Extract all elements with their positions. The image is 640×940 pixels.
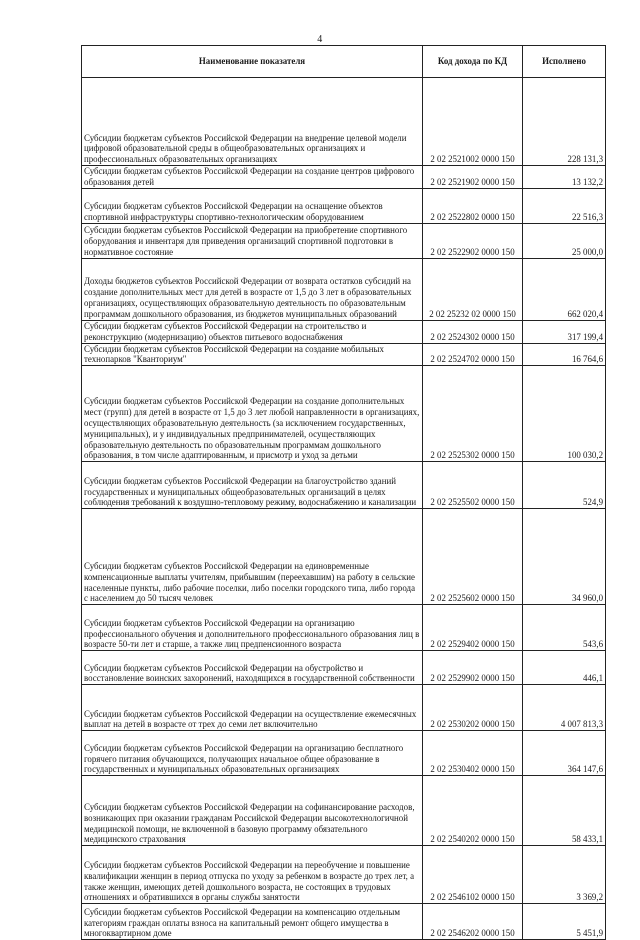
row-code: 2 02 2546202 0000 150 [423,904,523,940]
row-name: Субсидии бюджетам субъектов Российской Федерации на приобретение спортивного оборудования и инвентаря для приведения организаций спортивной подготовки в нормативное состояние [82,223,423,258]
row-code: 2 02 25232 02 0000 150 [423,258,523,320]
header-name: Наименование показателя [82,46,423,78]
row-value: 22 516,3 [523,188,606,223]
row-value: 543,6 [523,605,606,651]
row-value: 228 131,3 [523,78,606,166]
row-name: Субсидии бюджетам субъектов Российской Федерации на осуществление ежемесячных выплат на детей в возрасте от трех до семи лет включительно [82,685,423,731]
row-code: 2 02 2521902 0000 150 [423,166,523,189]
table-row [82,846,606,904]
row-code: 2 02 2522802 0000 150 [423,188,523,223]
row-name: Субсидии бюджетам субъектов Российской Федерации на внедрение целевой модели цифровой образовательной среды в общеобразовательных организациях и профессиональных образовательных организациях [82,78,423,166]
row-value: 446,1 [523,651,606,685]
row-name: Субсидии бюджетам субъектов Российской Федерации на переобучение и повышение квалификации женщин в период отпуска по уходу за ребенком в возрасте до трех лет, а также женщин, имеющих детей дошкольного возраста, не состоящих в трудовых отношениях и обратившихся в органы службы занятости [82,846,423,904]
row-value: 16 764,6 [523,343,606,366]
row-name: Субсидии бюджетам субъектов Российской Федерации на создание мобильных технопарков "Кванториум" [82,343,423,366]
table-row [82,685,606,731]
table-row [82,776,606,846]
budget-table [81,45,606,940]
row-value: 317 199,4 [523,320,606,343]
row-value: 4 007 813,3 [523,685,606,731]
table-row [82,78,606,166]
row-code: 2 02 2530202 0000 150 [423,685,523,731]
row-code: 2 02 2529402 0000 150 [423,605,523,651]
table-row [82,320,606,343]
row-name: Субсидии бюджетам субъектов Российской Федерации на компенсацию отдельным категориям граждан оплаты взноса на капитальный ремонт общего имущества в многоквартирном доме [82,904,423,940]
row-value: 13 132,2 [523,166,606,189]
row-value: 100 030,2 [523,366,606,462]
table-row [82,166,606,189]
table-row [82,366,606,462]
row-code: 2 02 2522902 0000 150 [423,223,523,258]
row-code: 2 02 2546102 0000 150 [423,846,523,904]
row-name: Субсидии бюджетам субъектов Российской Федерации на благоустройство зданий государственных и муниципальных общеобразовательных организаций в целях соблюдения требований к воздушно-тепловому режиму, водоснабжению и канализации [82,462,423,509]
row-code: 2 02 2529902 0000 150 [423,651,523,685]
table-row [82,651,606,685]
table-row [82,904,606,940]
table-row [82,188,606,223]
table-row [82,343,606,366]
row-code: 2 02 2524702 0000 150 [423,343,523,366]
row-name: Субсидии бюджетам субъектов Российской Федерации на строительство и реконструкцию (модернизацию) объектов питьевого водоснабжения [82,320,423,343]
row-value: 364 147,6 [523,731,606,776]
table-row [82,605,606,651]
row-code: 2 02 2525602 0000 150 [423,509,523,605]
table-row [82,258,606,320]
row-name: Субсидии бюджетам субъектов Российской Федерации на единовременные компенсационные выплаты учителям, прибывшим (переехавшим) на работу в сельские населенные пункты, либо рабочие поселки, либо поселки городского типа, либо города с населением до 50 тысяч человек [82,509,423,605]
table-body [82,78,606,940]
row-code: 2 02 2524302 0000 150 [423,320,523,343]
row-code: 2 02 2525502 0000 150 [423,462,523,509]
row-name: Субсидии бюджетам субъектов Российской Федерации на создание дополнительных мест (групп) для детей в возрасте от 1,5 до 3 лет любой направленности в организациях, осуществляющих образовательную деятельность (за исключением государственных, муниципальных), и у индивидуальных предпринимателей, осуществляющих образовательную деятельность по образовательным программам дошкольного образования, в том числе адаптированным, и присмотр и уход за детьми [82,366,423,462]
page-number: 4 [317,34,323,45]
table-row [82,462,606,509]
table-row [82,509,606,605]
header-code: Код дохода по КД [423,46,523,78]
table-row [82,731,606,776]
row-value: 524,9 [523,462,606,509]
row-code: 2 02 2540202 0000 150 [423,776,523,846]
row-code: 2 02 2525302 0000 150 [423,366,523,462]
header-value: Исполнено [523,46,606,78]
table-header-row [82,46,606,78]
row-value: 3 369,2 [523,846,606,904]
row-name: Доходы бюджетов субъектов Российской Федерации от возврата остатков субсидий на создание дополнительных мест для детей в возрасте от 1,5 до 3 лет в образовательных организациях, осуществляющих образовательную деятельность по образовательным программам дошкольного образования, из бюджетов муниципальных образований [82,258,423,320]
row-value: 25 000,0 [523,223,606,258]
row-name: Субсидии бюджетам субъектов Российской Федерации на организацию бесплатного горячего питания обучающихся, получающих начальное общее образование в государственных и муниципальных образовательных организациях [82,731,423,776]
row-value: 34 960,0 [523,509,606,605]
table-row [82,223,606,258]
row-value: 58 433,1 [523,776,606,846]
row-name: Субсидии бюджетам субъектов Российской Федерации на обустройство и восстановление воинских захоронений, находящихся в государственной собственности [82,651,423,685]
row-value: 5 451,9 [523,904,606,940]
row-code: 2 02 2530402 0000 150 [423,731,523,776]
row-name: Субсидии бюджетам субъектов Российской Федерации на создание центров цифрового образования детей [82,166,423,189]
row-code: 2 02 2521002 0000 150 [423,78,523,166]
row-name: Субсидии бюджетам субъектов Российской Федерации на оснащение объектов спортивной инфраструктуры спортивно-технологическим оборудованием [82,188,423,223]
row-name: Субсидии бюджетам субъектов Российской Федерации на софинансирование расходов, возникающих при оказании гражданам Российской Федерации высокотехнологичной медицинской помощи, не включенной в базовую программу обязательного медицинского страхования [82,776,423,846]
row-name: Субсидии бюджетам субъектов Российской Федерации на организацию профессионального обучения и дополнительного профессионального образования лиц в возрасте 50-ти лет и старше, а также лиц предпенсионного возраста [82,605,423,651]
row-value: 662 020,4 [523,258,606,320]
